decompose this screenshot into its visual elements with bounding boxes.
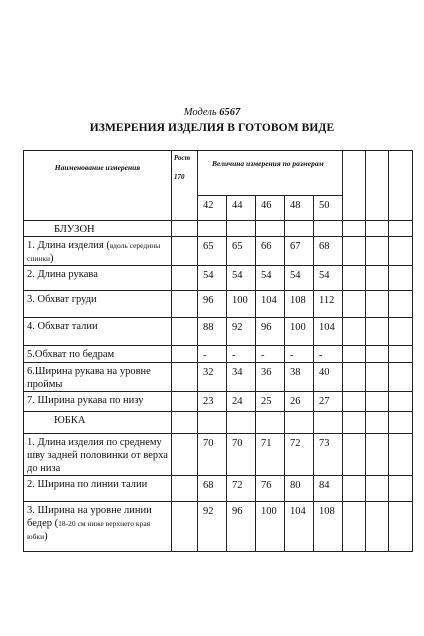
table-row (24, 291, 413, 318)
table-row (24, 237, 413, 266)
empty-cell (389, 151, 413, 221)
page-title: ИЗМЕРЕНИЯ ИЗДЕЛИЯ В ГОТОВОМ ВИДЕ (89, 122, 335, 134)
value-cell: 68 (198, 476, 227, 502)
value-cell: 32 (198, 363, 227, 392)
size-cell: 48 (285, 196, 314, 221)
model-line (0, 107, 424, 118)
size-cell: 50 (314, 196, 343, 221)
value-cell: 54 (285, 266, 314, 291)
value-cell: 100 (227, 291, 256, 318)
row-name: 6.Ширина рукава на уровне проймы (24, 363, 172, 392)
value-cell: 66 (256, 237, 285, 266)
value-cell: 65 (227, 237, 256, 266)
row-name: 1. Длина изделия по среднему шву задней половинки от верха до низа (24, 434, 172, 476)
value-cell: - (285, 346, 314, 363)
table-row (24, 392, 413, 412)
value-cell: - (314, 346, 343, 363)
value-cell: 88 (198, 318, 227, 346)
row-name: 3. Обхват груди (24, 291, 172, 318)
row-name: 1. Длина изделия (вдоль середины спинки) (24, 237, 172, 266)
table-row (24, 363, 413, 392)
value-cell: 54 (198, 266, 227, 291)
value-cell: 68 (314, 237, 343, 266)
value-cell: - (227, 346, 256, 363)
value-cell: 72 (285, 434, 314, 476)
table-row (24, 318, 413, 346)
section-title-blouse: БЛУЗОН (24, 221, 172, 237)
size-cell: 42 (198, 196, 227, 221)
col-rost-header (172, 151, 198, 221)
value-cell: 100 (256, 502, 285, 552)
row-name: 4. Обхват талии (24, 318, 172, 346)
value-cell: - (256, 346, 285, 363)
size-cell: 44 (227, 196, 256, 221)
row-name: 7. Ширина рукава по низу (24, 392, 172, 412)
col-values-header: Величина измерения по размерам (198, 151, 343, 196)
table-row (24, 434, 413, 476)
value-cell: 108 (285, 291, 314, 318)
table-row (24, 266, 413, 291)
rost-label: Рост (174, 154, 191, 162)
row-name: 5.Обхват по бедрам (24, 346, 172, 363)
value-cell: 54 (314, 266, 343, 291)
row-name: 3. Ширина на уровне линии бедер (18-20 см ниже верхнего края юбки) (24, 502, 172, 552)
model-label: Модель (183, 107, 217, 118)
value-cell: 80 (285, 476, 314, 502)
value-cell: 70 (198, 434, 227, 476)
value-cell: 71 (256, 434, 285, 476)
value-cell: 54 (227, 266, 256, 291)
section-row-blouse (24, 221, 413, 237)
empty-cell (343, 151, 366, 221)
value-cell: 40 (314, 363, 343, 392)
col-name-header: Наименование измерения (24, 151, 172, 221)
value-cell: - (198, 346, 227, 363)
row-name: 2. Ширина по линии талии (24, 476, 172, 502)
value-cell: 26 (285, 392, 314, 412)
value-cell: 24 (227, 392, 256, 412)
value-cell: 25 (256, 392, 285, 412)
value-cell: 34 (227, 363, 256, 392)
table-row (24, 346, 413, 363)
table-row (24, 502, 413, 552)
value-cell: 112 (314, 291, 343, 318)
value-cell: 65 (198, 237, 227, 266)
value-cell: 104 (285, 502, 314, 552)
value-cell: 54 (256, 266, 285, 291)
value-cell: 76 (256, 476, 285, 502)
value-cell: 38 (285, 363, 314, 392)
model-number: 6567 (219, 107, 241, 118)
value-cell: 96 (198, 291, 227, 318)
value-cell: 36 (256, 363, 285, 392)
measurements-table (23, 150, 413, 552)
value-cell: 67 (285, 237, 314, 266)
table-header-row (24, 151, 413, 196)
row-name: 2. Длина рукава (24, 266, 172, 291)
value-cell: 104 (256, 291, 285, 318)
value-cell: 96 (227, 502, 256, 552)
value-cell: 27 (314, 392, 343, 412)
value-cell: 92 (198, 502, 227, 552)
value-cell: 70 (227, 434, 256, 476)
table-row (24, 476, 413, 502)
rost-value: 170 (174, 173, 185, 181)
value-cell: 104 (314, 318, 343, 346)
section-title-skirt: ЮБКА (24, 412, 172, 434)
value-cell: 108 (314, 502, 343, 552)
value-cell: 92 (227, 318, 256, 346)
value-cell: 23 (198, 392, 227, 412)
size-cell: 46 (256, 196, 285, 221)
value-cell: 72 (227, 476, 256, 502)
value-cell: 96 (256, 318, 285, 346)
section-row-skirt (24, 412, 413, 434)
value-cell: 73 (314, 434, 343, 476)
value-cell: 100 (285, 318, 314, 346)
value-cell: 84 (314, 476, 343, 502)
empty-cell (366, 151, 389, 221)
